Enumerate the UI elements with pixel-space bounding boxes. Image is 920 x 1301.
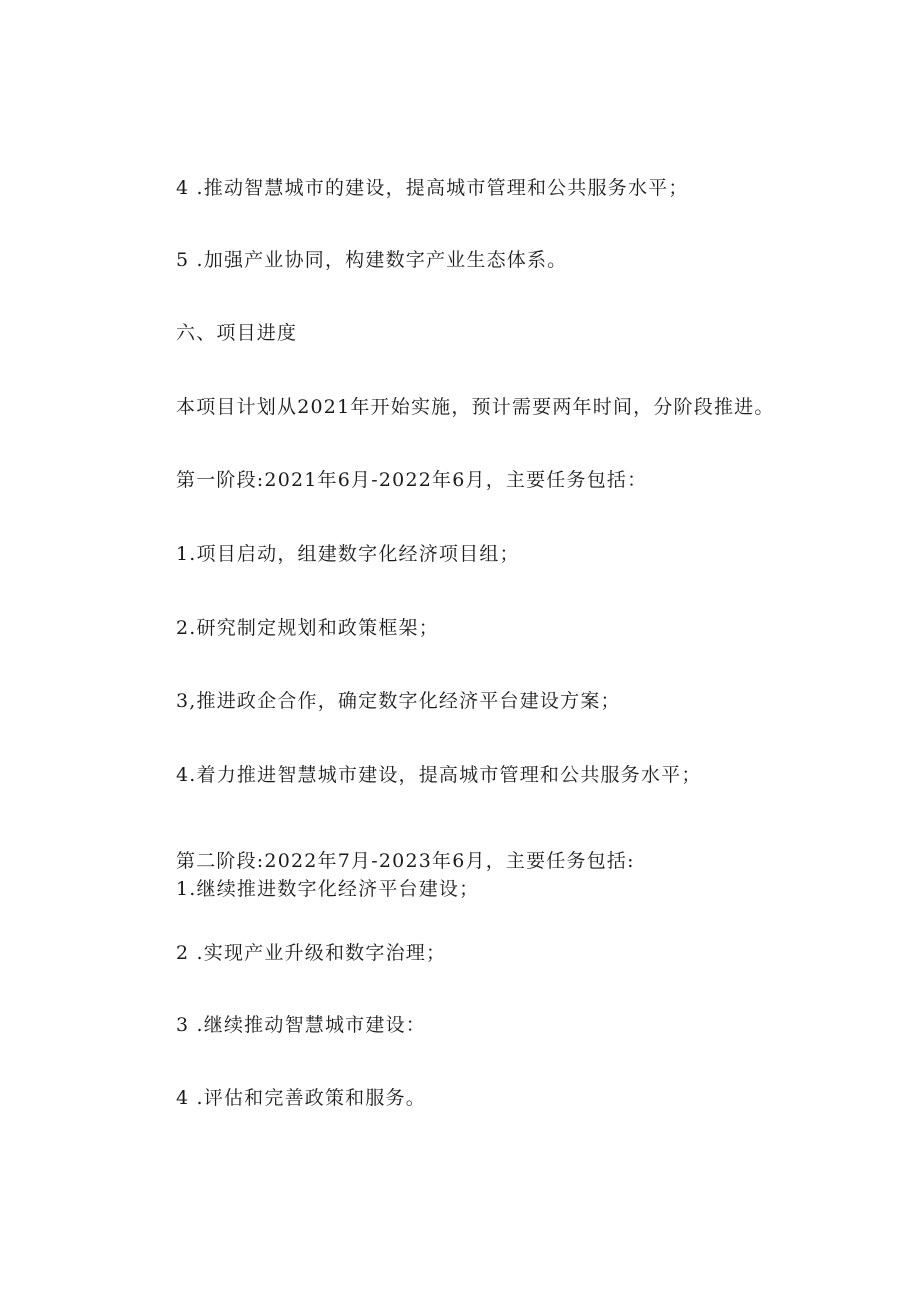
list-item: 2 .实现产业升级和数字治理； — [176, 942, 447, 964]
list-item: 3 .继续推动智慧城市建设： — [176, 1014, 426, 1036]
list-item: 2.研究制定规划和政策框架； — [176, 617, 439, 639]
list-item: 3,推进政企合作，确定数字化经济平台建设方案； — [176, 690, 621, 712]
phase-heading: 第一阶段:2021年6月-2022年6月，主要任务包括： — [176, 469, 648, 491]
list-item: 5 .加强产业协同，构建数字产业生态体系。 — [176, 249, 568, 271]
list-item: 4.着力推进智慧城市建设，提高城市管理和公共服务水平； — [176, 764, 702, 786]
list-item: 4 .评估和完善政策和服务。 — [176, 1087, 426, 1109]
phase-heading: 第二阶段:2022年7月-2023年6月，主要任务包括: — [176, 850, 635, 872]
section-heading: 六、项目进度 — [176, 322, 298, 344]
paragraph: 本项目计划从2021年开始实施，预计需要两年时间，分阶段推进。 — [176, 396, 775, 418]
list-item: 4 .推动智慧城市的建设，提高城市管理和公共服务水平； — [176, 177, 689, 199]
list-item: 1.项目启动，组建数字化经济项目组； — [176, 543, 520, 565]
list-item: 1.继续推进数字化经济平台建设； — [176, 878, 480, 900]
